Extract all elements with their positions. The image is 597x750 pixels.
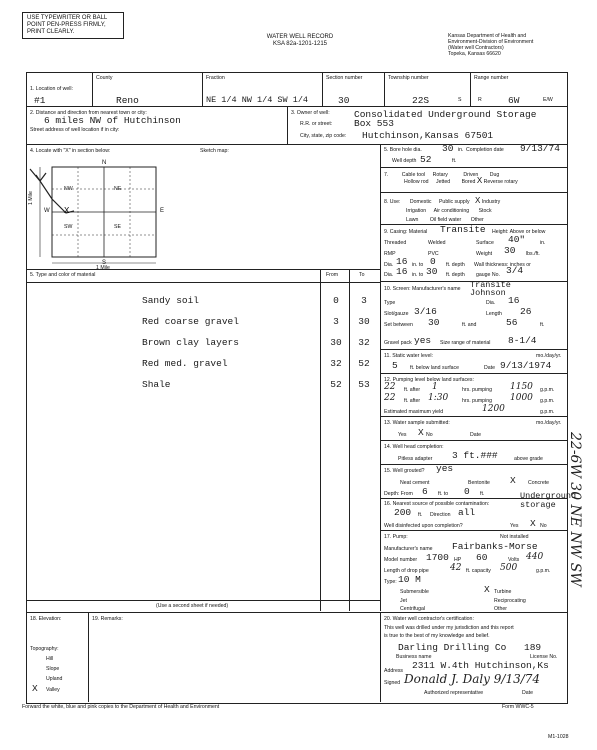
divider <box>380 373 567 374</box>
bore-dia-label: 5. Bore hole dia. <box>384 147 422 153</box>
method-option: Reverse rotary <box>483 179 518 185</box>
casing-threaded: Threaded <box>384 240 407 246</box>
grout-check-mark: X <box>510 475 516 486</box>
pump-option: Jet <box>400 598 407 604</box>
well-number: #1 <box>34 95 46 106</box>
material-type: Red coarse gravel <box>142 316 239 327</box>
well-depth-unit: ft. <box>452 158 457 164</box>
section-value: 30 <box>338 95 350 106</box>
margin-note: 22-6W 30 NE NW SW <box>567 432 583 587</box>
county-value: Reno <box>116 95 139 106</box>
drop-pipe-value: 42 <box>450 563 462 573</box>
ne-label: NE <box>114 186 122 192</box>
city-label: City, state, zip code: <box>300 133 347 139</box>
material-from: 52 <box>330 379 342 390</box>
static-below-label: ft. below land surface <box>410 365 460 371</box>
divider <box>26 612 567 613</box>
casing-dia-2: 16 <box>396 266 408 277</box>
divider <box>380 440 567 441</box>
license-label: License No. <box>530 654 558 660</box>
business-name-value: Darling Drilling Co <box>398 642 507 653</box>
ew-label: E/W <box>543 97 553 103</box>
owner-city: Hutchinson,Kansas 67501 <box>362 130 494 141</box>
pumping-label: 12. Pumping level below land surfaces: <box>384 377 474 383</box>
well-head-label: 14. Well head completion: <box>384 444 444 450</box>
set-to-value: 56 <box>506 317 518 328</box>
divider <box>88 612 89 702</box>
divider <box>380 349 567 350</box>
method-label: 7. <box>384 172 389 178</box>
method-option: Cable tool <box>401 172 426 178</box>
pump-maker-value: Fairbanks-Morse <box>452 541 538 552</box>
sketch-map-label: Sketch map: <box>200 148 229 154</box>
surface-label: Surface <box>476 240 494 246</box>
sample-yes: Yes <box>398 432 407 438</box>
set-ft: ft. <box>540 322 545 328</box>
weight-unit: lbs./ft. <box>526 251 540 257</box>
model-number-label: Model number <box>384 557 418 563</box>
sample-no: No <box>426 432 433 438</box>
gpm-label-2: g.p.m. <box>540 398 555 404</box>
gravel-pack-label: Gravel pack <box>384 340 412 346</box>
divider <box>470 72 471 106</box>
topo-option: Valley <box>46 687 60 693</box>
pump-check-mark: X <box>484 584 490 595</box>
form-number: Form WWC-5 <box>502 704 534 710</box>
gauge-value: 3/4 <box>506 265 524 276</box>
owner-label: 3. Owner of well: <box>291 110 330 116</box>
south-label: S <box>102 260 107 266</box>
pump-maker-label: Manufacturer's name <box>384 546 433 552</box>
use-option: Other <box>470 217 484 223</box>
topo-option: Upland <box>46 676 63 682</box>
static-level-label: 11. Static water level: <box>384 353 433 359</box>
pitless-label: Pitless adapter <box>398 456 433 462</box>
material-type: Red med. gravel <box>142 358 228 369</box>
disinfected-check-mark: X <box>530 518 536 529</box>
model-number-value: 1700 <box>426 552 449 563</box>
use-option: Stock <box>478 208 492 214</box>
instruction-line: POINT PEN-PRESS FIRMLY, <box>27 22 106 28</box>
after-label-2: ft. after <box>404 398 421 404</box>
second-sheet-note: (Use a second sheet if needed) <box>156 603 229 609</box>
well-depth-label: Well depth <box>392 158 417 164</box>
locate-label: 4. Locate with "X" in section below: <box>30 148 111 154</box>
material-to: 52 <box>358 358 370 369</box>
slot-value: 3/16 <box>414 306 437 317</box>
divider <box>26 144 567 145</box>
set-ft-and: ft. and <box>462 322 477 328</box>
pump-level-1-ft: 22 <box>384 382 396 392</box>
pump-level-2-ft: 22 <box>384 393 396 403</box>
method-block <box>384 172 564 185</box>
method-check-mark: X <box>476 176 483 185</box>
capacity-unit: g.p.m. <box>536 568 551 574</box>
use-option: Domestic <box>409 199 432 205</box>
well-head-value: 3 ft.### <box>452 450 498 461</box>
certification-text: This well was drilled under my jurisdiction and this report <box>384 625 514 631</box>
form-title-block <box>250 34 350 48</box>
divider <box>26 106 567 107</box>
pump-level-1-gpm: 1150 <box>510 382 533 392</box>
disinfected-yes: Yes <box>510 523 519 529</box>
hrs-label-2: hrs. pumping <box>462 398 492 404</box>
water-sample-unit: mo./day/yr. <box>536 420 562 426</box>
screen-maker: Transite Johnson <box>470 280 511 298</box>
material-from: 32 <box>330 358 342 369</box>
nw-label: NW <box>64 186 73 192</box>
material-from: 30 <box>330 337 342 348</box>
from-column-header: From <box>326 272 339 278</box>
sample-date-label: Date <box>470 432 481 438</box>
material-type: Brown clay layers <box>142 337 239 348</box>
divider <box>380 612 381 702</box>
size-range-value: 8-1/4 <box>508 335 537 346</box>
material-from: 0 <box>333 295 339 306</box>
form-code: M1-1028 <box>548 734 569 740</box>
x-mark: X <box>64 206 70 215</box>
use-option: Air conditioning <box>433 208 470 214</box>
weight-value: 30 <box>504 245 516 256</box>
pump-option: Other <box>494 606 507 612</box>
divider <box>380 167 567 168</box>
casing-material: Transite <box>440 224 486 235</box>
street-address-label: Street address of well location if in city: <box>30 127 120 133</box>
distance-label: 2. Distance and direction from nearest town or city: <box>30 110 147 116</box>
license-value: 189 <box>524 642 542 653</box>
bore-unit: in. <box>458 147 464 153</box>
material-to: 53 <box>358 379 370 390</box>
volts-value: 440 <box>526 552 544 562</box>
grouted-value: yes <box>436 463 454 474</box>
static-date-value: 9/13/1974 <box>500 360 552 371</box>
casing-to-label: in. to <box>412 262 424 268</box>
pump-option: Reciprocating <box>494 598 526 604</box>
gravel-pack-value: yes <box>414 335 432 346</box>
range-label: Range number <box>474 75 509 81</box>
county-label: County <box>96 75 113 81</box>
location-label: 1. Location of well: <box>30 86 73 92</box>
fraction-value: NE 1/4 NW 1/4 SW 1/4 <box>206 95 309 105</box>
divider <box>349 269 350 611</box>
casing-welded: Welded <box>428 240 446 246</box>
divider <box>26 600 380 601</box>
method-option: Dug <box>489 172 500 178</box>
signature: Donald J. Daly 9/13/74 <box>404 672 541 686</box>
certification-text: is true to the best of my knowledge and belief. <box>384 633 490 639</box>
screen-type-label: Type <box>384 300 396 306</box>
well-depth-value: 52 <box>420 154 432 165</box>
instructions-box <box>22 12 124 39</box>
west-label: W <box>44 208 50 214</box>
max-yield-label: Estimated maximum yield <box>384 409 444 415</box>
screen-dia-label: Dia. <box>486 300 496 306</box>
agency-block <box>448 33 578 57</box>
topo-option: Slope <box>46 666 60 672</box>
casing-dia-label: Dia. <box>384 262 394 268</box>
casing-to-label-2: in. to <box>412 272 424 278</box>
casing-label: 9. Casing: Material <box>384 229 428 235</box>
grout-from-value: 6 <box>422 486 428 497</box>
agency-line: (Water well Contractors) <box>448 45 504 51</box>
grouted-label: 15. Well grouted? <box>384 468 425 474</box>
use-check-mark: X <box>475 196 481 205</box>
after-label: ft. after <box>404 387 421 393</box>
casing-depth-label: ft. depth <box>446 262 465 268</box>
form-statute: KSA 82a-1201-1215 <box>272 41 328 47</box>
cert-date-label: Date <box>522 690 533 696</box>
completion-date-value: 9/13/74 <box>520 143 560 154</box>
not-installed-label: Not installed <box>500 534 529 540</box>
agency-line: Topeka, Kansas 66620 <box>448 51 501 57</box>
address-label: Address <box>384 668 404 674</box>
owner-street: Box 553 <box>354 118 394 129</box>
pump-option: Centrifugal <box>400 606 426 612</box>
pump-level-2-hrs: 1:30 <box>428 393 449 403</box>
divider <box>26 269 380 270</box>
completion-date-label: Completion date <box>466 147 504 153</box>
grout-depth-label: Depth: From <box>384 491 413 497</box>
set-between-label: Set between <box>384 322 413 328</box>
business-name-label: Business name <box>396 654 432 660</box>
grout-ft: ft. <box>480 491 485 497</box>
range-value: 6W <box>508 95 520 106</box>
instruction-line: USE TYPEWRITER OR BALL <box>27 15 108 21</box>
method-option: Bored <box>461 179 476 185</box>
sw-label: SW <box>64 224 73 230</box>
instruction-line: PRINT CLEARLY. <box>27 29 75 35</box>
agency-line: Kansas Department of Health and <box>448 33 527 39</box>
slot-label: Slot/gauze <box>384 311 409 317</box>
township-value: 22S <box>412 95 430 106</box>
east-label: E <box>160 208 165 214</box>
mile-label-horizontal: 1 Mile <box>96 265 110 271</box>
grout-to-value: 0 <box>464 486 470 497</box>
material-type: Shale <box>142 379 171 390</box>
material-to: 32 <box>358 337 370 348</box>
gauge-label: gauge No. <box>476 272 500 278</box>
disinfected-no: No <box>540 523 547 529</box>
surface-unit: in. <box>540 240 546 246</box>
max-yield-value: 1200 <box>482 404 505 414</box>
bore-dia-value: 30 <box>442 143 454 154</box>
use-option: Lawn <box>406 217 419 223</box>
use-option: Oil field water <box>429 217 462 223</box>
gpm-label: g.p.m. <box>540 387 555 393</box>
hrs-label: hrs. pumping <box>462 387 492 393</box>
casing-to-1: 0 <box>430 256 436 267</box>
topo-check-mark: X <box>32 683 38 694</box>
casing-dia-label-2: Dia. <box>384 272 394 278</box>
static-level-value: 5 <box>392 360 398 371</box>
signed-label: Signed <box>384 680 401 686</box>
owner-name: Consolidated Underground Storage <box>354 109 537 120</box>
pump-option: Submersible <box>400 589 429 595</box>
capacity-value: 500 <box>500 563 518 573</box>
casing-dia-1: 16 <box>396 256 408 267</box>
address-value: 2311 W.4th Hutchinson,Ks <box>412 660 549 671</box>
divider <box>380 416 567 417</box>
contamination-label: 16. Nearest source of possible contamination: <box>384 501 490 507</box>
divider <box>92 72 93 106</box>
method-option: Driven <box>463 172 479 178</box>
screen-length-value: 26 <box>520 306 532 317</box>
drop-pipe-label: Length of drop pipe <box>384 568 429 574</box>
divider <box>380 192 567 193</box>
neat-cement-label: Neat cement <box>400 480 430 486</box>
rr-street-label: R.R. or street: <box>300 121 333 127</box>
contamination-ft: ft. <box>418 512 423 518</box>
pump-type-value: 10 M <box>398 574 421 585</box>
use-option: Industry <box>481 199 501 205</box>
divider <box>322 72 323 106</box>
static-date-unit: mo./day/yr. <box>536 353 562 359</box>
method-option: Hollow rod <box>404 179 429 185</box>
divider <box>202 72 203 106</box>
remarks-label: 19. Remarks: <box>92 616 123 622</box>
to-column-header: To <box>359 272 365 278</box>
agency-line: Environment-Division of Environment <box>448 39 534 45</box>
mile-label-vertical: 1 Mile <box>28 191 34 205</box>
hp-value: 60 <box>476 552 488 563</box>
divider <box>384 72 385 106</box>
township-label: Township number <box>388 75 429 81</box>
pump-option: Turbine <box>494 589 512 595</box>
use-block <box>384 196 564 225</box>
volts-label: Volts <box>508 557 520 563</box>
grout-ft-to: ft. to <box>438 491 449 497</box>
casing-to-2: 30 <box>426 266 438 277</box>
elevation-label: 18. Elevation: <box>30 616 62 622</box>
direction-label: Direction <box>430 512 451 518</box>
authorized-rep-label: Authorized representative <box>424 690 484 696</box>
divider <box>26 282 380 283</box>
fraction-label: Fraction <box>206 75 225 81</box>
weight-label: Weight <box>476 251 493 257</box>
use-option: Public supply <box>438 199 470 205</box>
screen-label: 10. Screen: Manufacturer's name <box>384 286 461 292</box>
contamination-distance: 200 <box>394 507 412 518</box>
hp-label: HP <box>454 557 462 563</box>
concrete-label: Concrete <box>528 480 550 486</box>
certification-label: 20. Water well contractor's certification: <box>384 616 474 622</box>
set-from-value: 30 <box>428 317 440 328</box>
pump-level-1-hrs: 1 <box>432 382 438 392</box>
material-to: 30 <box>358 316 370 327</box>
use-label: 8. Use: <box>384 199 401 205</box>
surface-value: 40" <box>508 234 526 245</box>
capacity-label: ft. capacity <box>466 568 491 574</box>
casing-height-label: Height: Above or below <box>492 229 546 235</box>
r-label: R <box>478 97 482 103</box>
divider <box>380 530 567 531</box>
topography-label: Topography: <box>30 646 59 652</box>
divider <box>380 144 381 611</box>
water-sample-label: 13. Water sample submitted: <box>384 420 450 426</box>
static-date-label: Date <box>484 365 495 371</box>
method-option: Rotary <box>432 172 448 178</box>
casing-pvc: PVC <box>428 251 439 257</box>
direction-value: all <box>458 507 476 518</box>
pump-type-label: Type: <box>384 579 397 585</box>
method-option: Jetted <box>435 179 451 185</box>
material-to: 3 <box>361 295 367 306</box>
bentonite-label: Bentonite <box>468 480 490 486</box>
pump-level-2-gpm: 1000 <box>510 393 533 403</box>
max-yield-unit: g.p.m. <box>540 409 555 415</box>
s-label: S <box>458 97 462 103</box>
divider <box>320 269 321 611</box>
material-type: Sandy soil <box>142 295 200 306</box>
contamination-source: Underground storage <box>520 491 577 510</box>
divider <box>287 106 288 144</box>
screen-length-label: Length <box>486 311 502 317</box>
sample-check-mark: X <box>418 427 424 438</box>
topo-option: Hill <box>46 656 54 662</box>
casing-depth-label-2: ft. depth <box>446 272 465 278</box>
material-table-label: 5. Type and color of material <box>30 272 96 278</box>
section-label: Section number <box>326 75 363 81</box>
screen-dia-value: 16 <box>508 295 520 306</box>
material-from: 3 <box>333 316 339 327</box>
forward-instruction: Forward the white, blue and pink copies to the Department of Health and Environment <box>22 704 220 710</box>
disinfected-label: Well disinfected upon completion? <box>384 523 463 529</box>
size-range-label: Size range of material <box>440 340 491 346</box>
above-grade-label: above grade <box>514 456 543 462</box>
distance-value: 6 miles NW of Hutchinson <box>44 115 181 126</box>
wall-thickness-label: Wall thickness: inches or <box>474 262 531 268</box>
se-label: SE <box>114 224 121 230</box>
casing-rmp: RMP <box>384 251 396 257</box>
north-label: N <box>102 160 107 166</box>
pump-label: 17. Pump: <box>384 534 408 540</box>
form-title: WATER WELL RECORD <box>266 34 334 40</box>
divider <box>380 464 567 465</box>
use-option: Irrigation <box>406 208 427 214</box>
